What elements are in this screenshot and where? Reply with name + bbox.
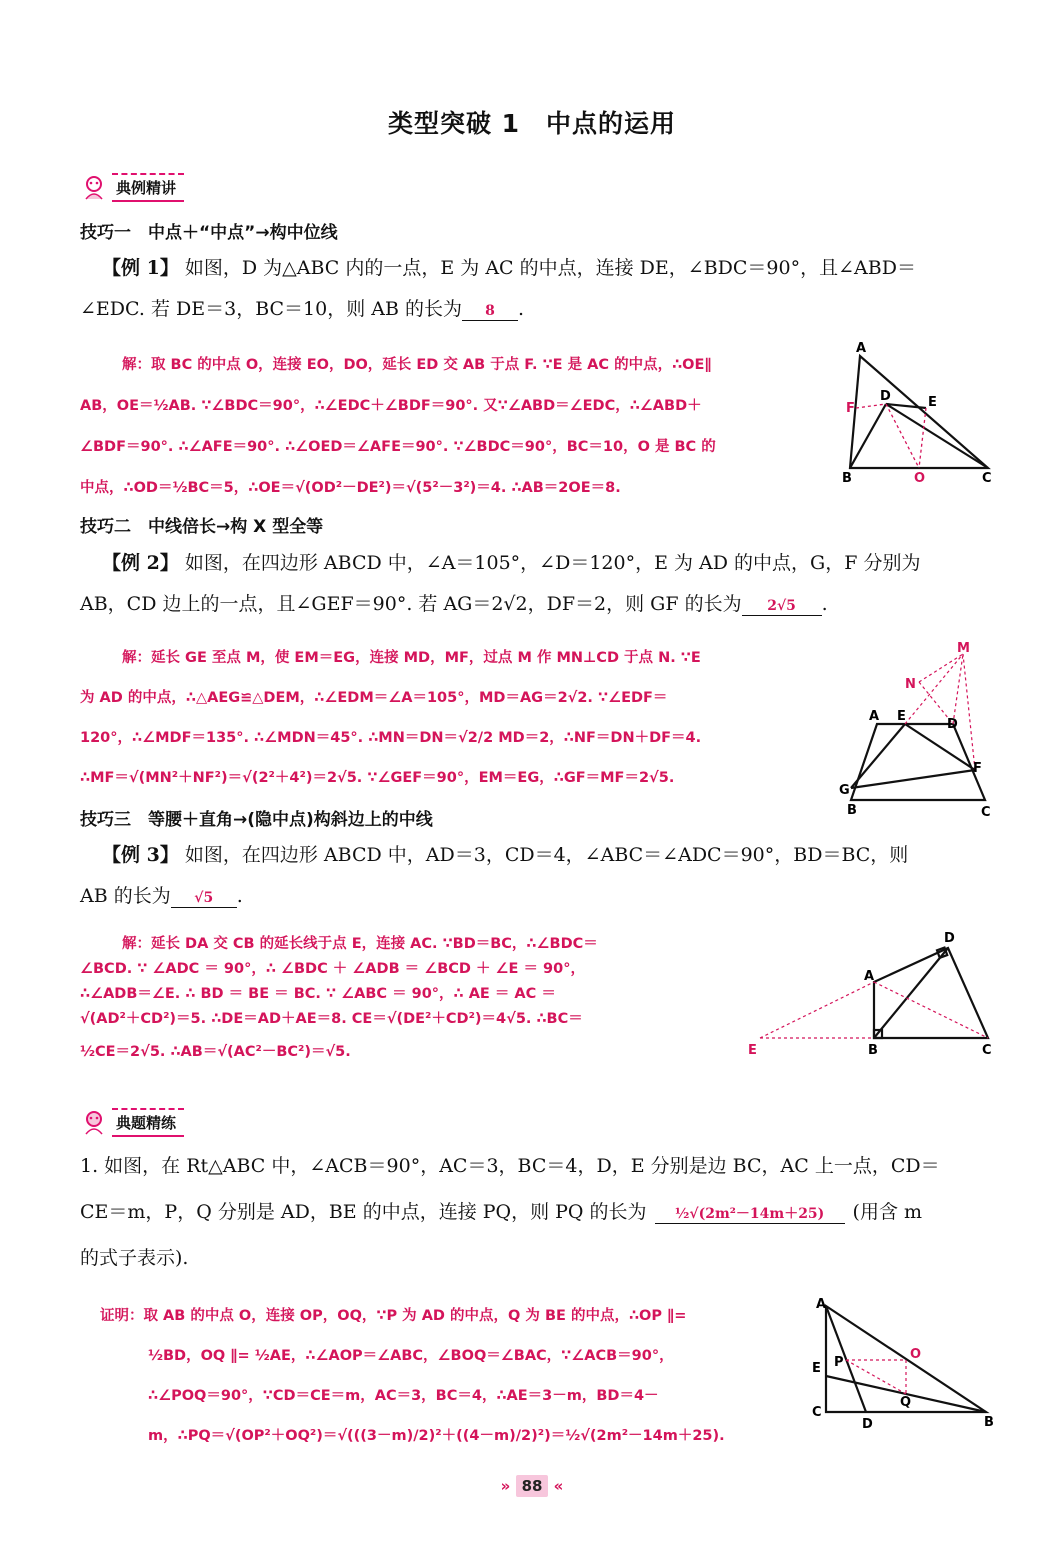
- figure-3: [740, 928, 1000, 1058]
- solution-line: ∠BDF＝90°. ∴∠AFE＝90°. ∴∠OED＝∠AFE＝90°. ∵∠BDC＝90°，BC＝10，O 是 BC 的: [80, 439, 716, 455]
- page-arrow-right: «: [553, 1477, 564, 1495]
- banner-label: 典题精练: [112, 1108, 184, 1137]
- solution-line: 为 AD 的中点，∴△AEG≌△DEM，∴∠EDM＝∠A＝105°，MD＝AG＝2√2. ∵∠EDF＝: [80, 690, 668, 706]
- question-text: (用含 m: [852, 1201, 923, 1223]
- solution-1: [80, 345, 840, 509]
- technique-heading-2: 技巧二 中线倍长→构 X 型全等: [80, 517, 324, 537]
- solution-line: AB，OE＝½AB. ∵∠BDC＝90°，∴∠EDC＋∠BDF＝90°. 又∵∠ABD＝∠EDC，∴∠ABD＋: [80, 398, 702, 414]
- question-text: 1. 如图，在 Rt△ABC 中，∠ACB＝90°，AC＝3，BC＝4，D，E 分别是边 BC，AC 上一点，CD＝: [80, 1155, 940, 1177]
- banner-label: 典例精讲: [112, 173, 184, 202]
- point-label: E: [928, 395, 937, 410]
- solution-line: ∴MF＝√(MN²＋NF²)＝√(2²＋4²)＝2√5. ∵∠GEF＝90°，EM＝EG，∴GF＝MF＝2√5.: [80, 770, 675, 786]
- technique-heading-3: 技巧三 等腰＋直角→(隐中点)构斜边上的中线: [80, 810, 433, 830]
- question-text: 如图，在四边形 ABCD 中，∠A＝105°，∠D＝120°，E 为 AD 的中点，G，F 分别为: [184, 552, 921, 574]
- answer-blank: 8: [462, 302, 518, 321]
- solution-2: [80, 638, 840, 798]
- page-title: 类型突破 1 中点的运用: [387, 109, 677, 138]
- question-text: 的式子表示).: [80, 1247, 189, 1269]
- point-label: N: [905, 677, 916, 692]
- example-3: 【例 3】 如图，在四边形 ABCD 中，AD＝3，CD＝4，∠ABC＝∠ADC＝90°，BD＝BC，则 AB 的长为 √5 .: [80, 844, 909, 907]
- question-text: AB，CD 边上的一点，且∠GEF＝90°. 若 AG＝2√2，DF＝2，则 GF 的长为: [80, 593, 742, 615]
- question-text: 如图，在四边形 ABCD 中，AD＝3，CD＝4，∠ABC＝∠ADC＝90°，BD＝BC，则: [184, 844, 909, 866]
- point-label: P: [834, 1355, 844, 1370]
- point-label: A: [869, 709, 880, 724]
- point-label: E: [748, 1043, 757, 1058]
- point-label: O: [914, 471, 926, 486]
- practice-1: [80, 1143, 995, 1281]
- point-label: C: [981, 805, 991, 820]
- solution-line: ∴∠POQ＝90°，∵CD＝CE＝m，AC＝3，BC＝4，∴AE＝3－m，BD＝4－: [148, 1388, 659, 1404]
- point-label: M: [957, 641, 970, 656]
- solution-line: √(AD²＋CD²)＝5. ∴DE＝AD＋AE＝8. CE＝√(DE²＋CD²)＝4√5. ∴BC＝: [80, 1011, 583, 1027]
- point-label: A: [856, 341, 867, 356]
- point-label: O: [910, 1347, 922, 1362]
- solution-p1: [100, 1296, 790, 1456]
- solution-line: 解：延长 GE 至点 M，使 EM＝EG，连接 MD，MF，过点 M 作 MN⊥CD 于点 N. ∵E: [122, 650, 701, 666]
- section-banner-examples: [80, 172, 184, 202]
- point-label: F: [973, 761, 982, 776]
- point-label: G: [839, 783, 850, 798]
- point-label: E: [897, 709, 906, 724]
- solution-line: ∠BCD. ∵ ∠ADC ＝ 90°，∴ ∠BDC ＋ ∠ADB ＝ ∠BCD ＋ ∠E ＝ 90°，: [80, 961, 585, 977]
- point-label: B: [842, 471, 852, 486]
- point-label: A: [816, 1297, 827, 1312]
- figure-4: [800, 1290, 1000, 1440]
- point-label: B: [847, 803, 857, 818]
- figure-2: [835, 640, 1005, 820]
- point-label: C: [982, 471, 992, 486]
- point-label: D: [880, 389, 891, 404]
- example-1: 【例 1】 如图，D 为△ABC 内的一点，E 为 AC 的中点，连接 DE，∠BDC＝90°，且∠ABD＝ ∠EDC. 若 DE＝3，BC＝10，则 AB 的长为 8 .: [80, 257, 916, 320]
- example-label: 【例 3】: [102, 844, 179, 866]
- solution-line: 中点，∴OD＝½BC＝5，∴OE＝√(OD²－DE²)＝√(5²－3²)＝4. ∴AB＝2OE＝8.: [80, 480, 621, 496]
- solution-line: 120°，∴∠MDF＝135°. ∴∠MDN＝45°. ∴MN＝DN＝√2/2 MD＝2，∴NF＝DN＋DF＝4.: [80, 730, 702, 746]
- question-text: CE＝m，P，Q 分别是 AD，BE 的中点，连接 PQ，则 PQ 的长为: [80, 1201, 647, 1223]
- solution-3: [80, 932, 720, 1072]
- point-label: E: [812, 1361, 821, 1376]
- example-2: 【例 2】 如图，在四边形 ABCD 中，∠A＝105°，∠D＝120°，E 为 AD 的中点，G，F 分别为 AB，CD 边上的一点，且∠GEF＝90°. 若 AG＝2√2，DF＝2，则 GF 的长为 2√5 .: [80, 552, 921, 615]
- solution-line: 解：取 BC 的中点 O，连接 EO，DO，延长 ED 交 AB 于点 F. ∵E 是 AC 的中点，∴OE∥: [122, 357, 712, 373]
- point-label: B: [984, 1415, 994, 1430]
- page-number: [0, 1475, 1064, 1497]
- point-label: D: [862, 1417, 873, 1432]
- point-label: D: [947, 717, 958, 732]
- page-arrow-left: »: [500, 1477, 511, 1495]
- question-text: 如图，D 为△ABC 内的一点，E 为 AC 的中点，连接 DE，∠BDC＝90°，且∠ABD＝: [184, 257, 916, 279]
- point-label: B: [868, 1043, 878, 1058]
- answer-blank: √5: [171, 889, 237, 908]
- answer-blank: ½√(2m²－14m＋25): [655, 1205, 845, 1224]
- point-label: C: [812, 1405, 822, 1420]
- technique-heading-1: 技巧一 中点＋“中点”→构中位线: [80, 223, 338, 243]
- figure-1: [840, 340, 1000, 490]
- question-text: AB 的长为: [80, 885, 171, 907]
- point-label: A: [864, 969, 875, 984]
- point-label: F: [846, 401, 855, 416]
- solution-line: ∴∠ADB＝∠E. ∴ BD ＝ BE ＝ BC. ∵ ∠ABC ＝ 90°，∴ AE ＝ AC ＝: [80, 986, 556, 1002]
- answer-blank: 2√5: [742, 597, 822, 616]
- solution-line: m，∴PQ＝√(OP²＋OQ²)＝√(((3－m)/2)²＋((4－m)/2)²)＝½√(2m²－14m＋25).: [148, 1428, 725, 1444]
- mascot-icon: [80, 173, 108, 201]
- example-label: 【例 2】: [102, 552, 179, 574]
- solution-line: 解：延长 DA 交 CB 的延长线于点 E，连接 AC. ∵BD＝BC，∴∠BDC＝: [122, 936, 598, 952]
- point-label: Q: [900, 1395, 912, 1410]
- point-label: D: [944, 931, 955, 946]
- solution-line: 证明：取 AB 的中点 O，连接 OP，OQ，∵P 为 AD 的中点，Q 为 BE 的中点，∴OP ∥=: [100, 1308, 687, 1324]
- solution-line: ½BD，OQ ∥= ½AE，∴∠AOP＝∠ABC，∠BOQ＝∠BAC，∵∠ACB＝90°，: [148, 1348, 674, 1364]
- example-label: 【例 1】: [102, 257, 179, 279]
- section-banner-practice: [80, 1107, 184, 1137]
- point-label: C: [982, 1043, 992, 1058]
- question-text: ∠EDC. 若 DE＝3，BC＝10，则 AB 的长为: [80, 298, 462, 320]
- page-number-box: 88: [516, 1475, 549, 1497]
- mascot-icon: [80, 1108, 108, 1136]
- solution-line: ½CE＝2√5. ∴AB＝√(AC²－BC²)＝√5.: [80, 1044, 351, 1060]
